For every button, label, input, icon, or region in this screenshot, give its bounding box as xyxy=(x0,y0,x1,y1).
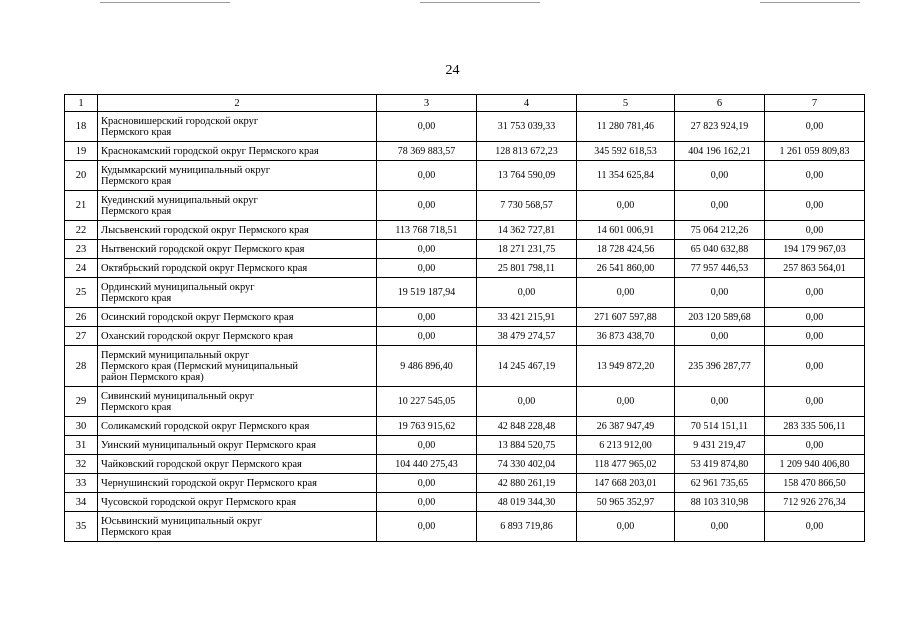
amount-cell: 42 848 228,48 xyxy=(477,417,577,436)
row-number: 34 xyxy=(65,493,98,512)
amount-cell: 128 813 672,23 xyxy=(477,142,577,161)
table-row xyxy=(65,161,865,191)
row-number: 29 xyxy=(65,387,98,417)
municipality-name xyxy=(98,221,377,240)
amount-cell: 271 607 597,88 xyxy=(577,308,675,327)
amount-cell: 38 479 274,57 xyxy=(477,327,577,346)
amount-cell: 1 209 940 406,80 xyxy=(765,455,865,474)
amount-cell: 0,00 xyxy=(765,221,865,240)
table-row xyxy=(65,512,865,542)
page-number: 24 xyxy=(445,63,460,78)
amount-cell: 19 763 915,62 xyxy=(377,417,477,436)
municipality-name xyxy=(98,259,377,278)
amount-cell: 404 196 162,21 xyxy=(675,142,765,161)
municipality-name xyxy=(98,240,377,259)
amount-cell: 113 768 718,51 xyxy=(377,221,477,240)
row-number: 24 xyxy=(65,259,98,278)
amount-cell: 0,00 xyxy=(675,191,765,221)
table-row xyxy=(65,493,865,512)
column-header: 4 xyxy=(477,95,577,112)
amount-cell: 0,00 xyxy=(377,161,477,191)
municipality-name-line: Красновишерский городской округ xyxy=(101,115,259,127)
amount-cell: 0,00 xyxy=(377,308,477,327)
municipality-name xyxy=(98,387,377,417)
amount-cell: 118 477 965,02 xyxy=(577,455,675,474)
municipality-name xyxy=(98,474,377,493)
municipality-name-line: Куединский муниципальный округ xyxy=(101,194,258,206)
column-header: 2 xyxy=(98,95,377,112)
table-row xyxy=(65,346,865,387)
table-row xyxy=(65,417,865,436)
municipality-name-line: Лысьвенский городской округ Пермского края xyxy=(101,224,309,236)
municipality-name-line: Пермского края (Пермский муниципальный xyxy=(101,360,299,372)
table-row xyxy=(65,455,865,474)
amount-cell: 0,00 xyxy=(477,278,577,308)
municipality-name-line: Сивинский муниципальный округ xyxy=(101,390,255,402)
municipality-name xyxy=(98,327,377,346)
municipality-name-line: Пермского края xyxy=(101,175,172,187)
top-rule-right xyxy=(760,2,860,3)
column-header: 5 xyxy=(577,95,675,112)
amount-cell: 18 271 231,75 xyxy=(477,240,577,259)
amount-cell: 0,00 xyxy=(377,259,477,278)
table-row xyxy=(65,259,865,278)
amount-cell: 0,00 xyxy=(675,327,765,346)
row-number: 25 xyxy=(65,278,98,308)
municipality-name-line: Ординский муниципальный округ xyxy=(101,281,255,293)
amount-cell: 235 396 287,77 xyxy=(675,346,765,387)
amount-cell: 0,00 xyxy=(377,493,477,512)
column-header: 1 xyxy=(65,95,98,112)
municipality-name xyxy=(98,512,377,542)
amount-cell: 0,00 xyxy=(477,387,577,417)
amount-cell: 0,00 xyxy=(675,512,765,542)
municipality-name-line: район Пермского края) xyxy=(101,371,204,383)
amount-cell: 0,00 xyxy=(577,191,675,221)
amount-cell: 26 387 947,49 xyxy=(577,417,675,436)
row-number: 19 xyxy=(65,142,98,161)
amount-cell: 11 280 781,46 xyxy=(577,112,675,142)
amount-cell: 70 514 151,11 xyxy=(675,417,765,436)
table-row xyxy=(65,387,865,417)
row-number: 28 xyxy=(65,346,98,387)
municipality-name xyxy=(98,436,377,455)
amount-cell: 0,00 xyxy=(675,278,765,308)
municipality-name-line: Чайковский городской округ Пермского края xyxy=(101,458,302,470)
table-row xyxy=(65,112,865,142)
row-number: 30 xyxy=(65,417,98,436)
municipality-name-line: Пермского края xyxy=(101,292,172,304)
row-number: 20 xyxy=(65,161,98,191)
amount-cell: 13 884 520,75 xyxy=(477,436,577,455)
amount-cell: 14 601 006,91 xyxy=(577,221,675,240)
table-row xyxy=(65,327,865,346)
column-header: 3 xyxy=(377,95,477,112)
top-rule-mid xyxy=(420,2,540,3)
amount-cell: 33 421 215,91 xyxy=(477,308,577,327)
municipality-name-line: Октябрьский городской округ Пермского края xyxy=(101,262,308,274)
municipality-name-line: Чернушинский городской округ Пермского края xyxy=(101,477,317,489)
amount-cell: 0,00 xyxy=(765,161,865,191)
municipality-name-line: Нытвенский городской округ Пермского края xyxy=(101,243,305,255)
amount-cell: 48 019 344,30 xyxy=(477,493,577,512)
row-number: 32 xyxy=(65,455,98,474)
municipality-name xyxy=(98,142,377,161)
column-header: 7 xyxy=(765,95,865,112)
amount-cell: 11 354 625,84 xyxy=(577,161,675,191)
municipality-name xyxy=(98,346,377,387)
column-header: 6 xyxy=(675,95,765,112)
municipality-name-line: Чусовской городской округ Пермского края xyxy=(101,496,297,508)
municipality-name-line: Юсьвинский муниципальный округ xyxy=(101,515,262,527)
municipality-name-line: Пермского края xyxy=(101,205,172,217)
amount-cell: 0,00 xyxy=(377,512,477,542)
municipality-name xyxy=(98,278,377,308)
amount-cell: 75 064 212,26 xyxy=(675,221,765,240)
municipality-name-line: Соликамский городской округ Пермского края xyxy=(101,420,310,432)
amount-cell: 0,00 xyxy=(765,278,865,308)
amount-cell: 283 335 506,11 xyxy=(765,417,865,436)
budget-table xyxy=(64,94,865,542)
amount-cell: 9 486 896,40 xyxy=(377,346,477,387)
top-rule-left xyxy=(100,2,230,3)
amount-cell: 74 330 402,04 xyxy=(477,455,577,474)
municipality-name-line: Кудымкарский муниципальный округ xyxy=(101,164,271,176)
municipality-name xyxy=(98,191,377,221)
municipality-name-line: Осинский городской округ Пермского края xyxy=(101,311,294,323)
amount-cell: 0,00 xyxy=(765,191,865,221)
amount-cell: 158 470 866,50 xyxy=(765,474,865,493)
amount-cell: 0,00 xyxy=(765,387,865,417)
amount-cell: 19 519 187,94 xyxy=(377,278,477,308)
amount-cell: 712 926 276,34 xyxy=(765,493,865,512)
table-row xyxy=(65,278,865,308)
amount-cell: 345 592 618,53 xyxy=(577,142,675,161)
amount-cell: 6 213 912,00 xyxy=(577,436,675,455)
amount-cell: 77 957 446,53 xyxy=(675,259,765,278)
amount-cell: 25 801 798,11 xyxy=(477,259,577,278)
amount-cell: 0,00 xyxy=(577,278,675,308)
amount-cell: 203 120 589,68 xyxy=(675,308,765,327)
amount-cell: 9 431 219,47 xyxy=(675,436,765,455)
amount-cell: 0,00 xyxy=(765,308,865,327)
amount-cell: 6 893 719,86 xyxy=(477,512,577,542)
amount-cell: 104 440 275,43 xyxy=(377,455,477,474)
row-number: 35 xyxy=(65,512,98,542)
amount-cell: 13 949 872,20 xyxy=(577,346,675,387)
amount-cell: 0,00 xyxy=(765,327,865,346)
municipality-name xyxy=(98,308,377,327)
row-number: 23 xyxy=(65,240,98,259)
municipality-name-line: Пермского края xyxy=(101,126,172,138)
table-row xyxy=(65,436,865,455)
amount-cell: 31 753 039,33 xyxy=(477,112,577,142)
amount-cell: 78 369 883,57 xyxy=(377,142,477,161)
amount-cell: 147 668 203,01 xyxy=(577,474,675,493)
table-row xyxy=(65,142,865,161)
row-number: 31 xyxy=(65,436,98,455)
amount-cell: 18 728 424,56 xyxy=(577,240,675,259)
amount-cell: 14 362 727,81 xyxy=(477,221,577,240)
amount-cell: 13 764 590,09 xyxy=(477,161,577,191)
amount-cell: 0,00 xyxy=(377,474,477,493)
amount-cell: 0,00 xyxy=(765,346,865,387)
amount-cell: 0,00 xyxy=(377,240,477,259)
amount-cell: 0,00 xyxy=(377,327,477,346)
amount-cell: 50 965 352,97 xyxy=(577,493,675,512)
municipality-name-line: Пермский муниципальный округ xyxy=(101,349,250,361)
amount-cell: 0,00 xyxy=(765,112,865,142)
header-row xyxy=(65,95,865,112)
amount-cell: 88 103 310,98 xyxy=(675,493,765,512)
municipality-name xyxy=(98,455,377,474)
table-row xyxy=(65,221,865,240)
amount-cell: 10 227 545,05 xyxy=(377,387,477,417)
table-row xyxy=(65,240,865,259)
municipality-name-line: Оханский городской округ Пермского края xyxy=(101,330,294,342)
amount-cell: 194 179 967,03 xyxy=(765,240,865,259)
amount-cell: 0,00 xyxy=(765,436,865,455)
table-row xyxy=(65,191,865,221)
row-number: 18 xyxy=(65,112,98,142)
amount-cell: 0,00 xyxy=(377,112,477,142)
amount-cell: 0,00 xyxy=(675,161,765,191)
municipality-name-line: Уинский муниципальный округ Пермского края xyxy=(101,439,316,451)
municipality-name xyxy=(98,161,377,191)
table-row xyxy=(65,308,865,327)
row-number: 27 xyxy=(65,327,98,346)
amount-cell: 62 961 735,65 xyxy=(675,474,765,493)
municipality-name xyxy=(98,112,377,142)
municipality-name-line: Пермского края xyxy=(101,526,172,538)
amount-cell: 0,00 xyxy=(577,512,675,542)
amount-cell: 42 880 261,19 xyxy=(477,474,577,493)
amount-cell: 53 419 874,80 xyxy=(675,455,765,474)
amount-cell: 1 261 059 809,83 xyxy=(765,142,865,161)
amount-cell: 0,00 xyxy=(765,512,865,542)
amount-cell: 26 541 860,00 xyxy=(577,259,675,278)
amount-cell: 36 873 438,70 xyxy=(577,327,675,346)
municipality-name xyxy=(98,493,377,512)
row-number: 33 xyxy=(65,474,98,493)
municipality-name xyxy=(98,417,377,436)
row-number: 22 xyxy=(65,221,98,240)
amount-cell: 7 730 568,57 xyxy=(477,191,577,221)
row-number: 21 xyxy=(65,191,98,221)
amount-cell: 14 245 467,19 xyxy=(477,346,577,387)
municipality-name-line: Краснокамский городской округ Пермского края xyxy=(101,145,319,157)
amount-cell: 257 863 564,01 xyxy=(765,259,865,278)
amount-cell: 0,00 xyxy=(675,387,765,417)
amount-cell: 27 823 924,19 xyxy=(675,112,765,142)
amount-cell: 0,00 xyxy=(377,191,477,221)
municipality-name-line: Пермского края xyxy=(101,401,172,413)
amount-cell: 0,00 xyxy=(577,387,675,417)
amount-cell: 65 040 632,88 xyxy=(675,240,765,259)
amount-cell: 0,00 xyxy=(377,436,477,455)
table-row xyxy=(65,474,865,493)
row-number: 26 xyxy=(65,308,98,327)
